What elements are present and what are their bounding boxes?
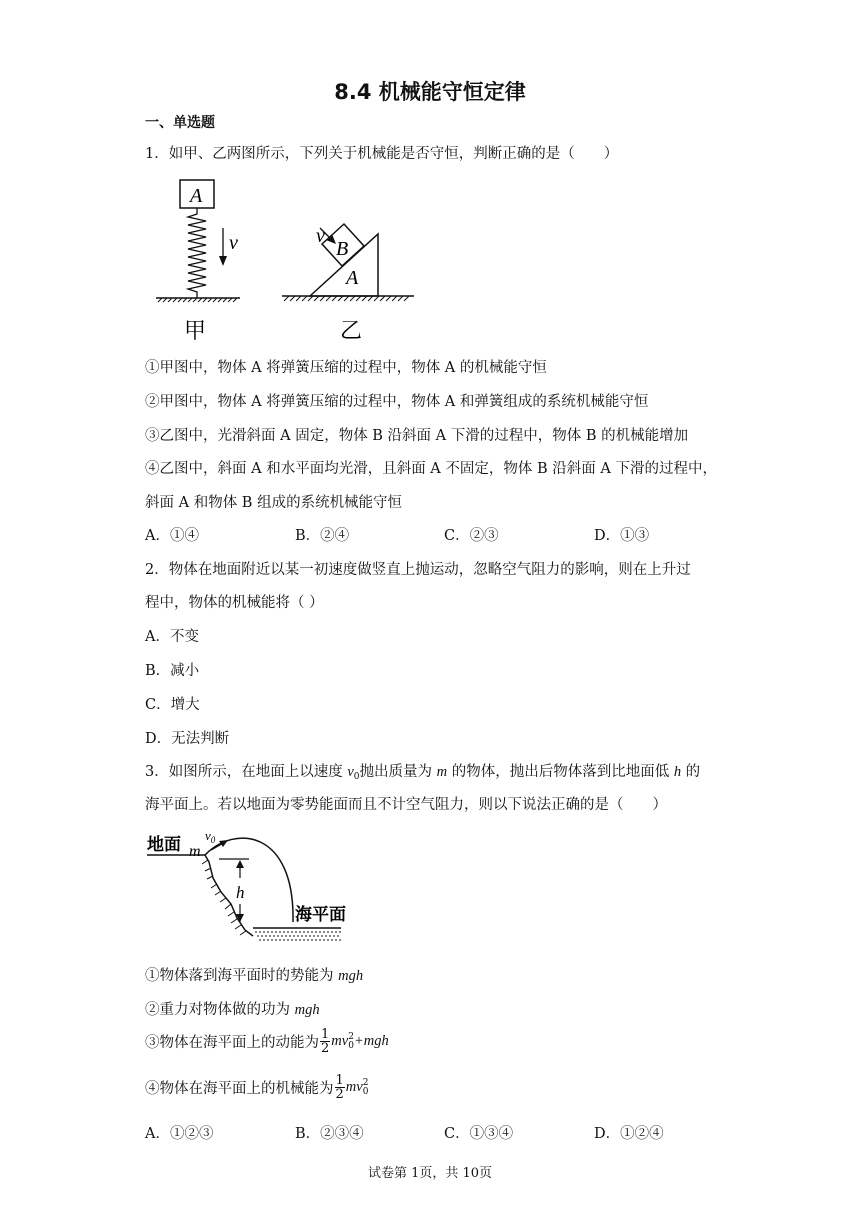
- q3-stem: 3．如图所示，在地面上以速度 $v_0$抛出质量为 m 的物体，抛出后物体落到比地面低 h 的: [145, 764, 701, 782]
- fig-velocity-jia: v: [229, 232, 238, 254]
- q1-statement-4-cont: 斜面 A 和物体 B 组成的系统机械能守恒: [145, 495, 403, 511]
- figure-jia: [156, 180, 240, 343]
- q3-statement-4: ④物体在海平面上的机械能为 $\frac{1}{2}$ mv 2 0: [145, 1073, 369, 1102]
- page-title: 8.4 机械能守恒定律: [334, 80, 526, 104]
- q1-stem: 1．如甲、乙两图所示，下列关于机械能是否守恒，判断正确的是（ ）: [145, 146, 619, 162]
- q3-statement-3: ③物体在海平面上的动能为 $\frac{1}{2}$ mv 2 0 +mgh: [145, 1027, 389, 1056]
- fig-sea-label: 海平面: [295, 905, 346, 924]
- q3-option-d[interactable]: D．①②④: [594, 1126, 664, 1142]
- q1-statement-2: ②甲图中，物体 A 将弹簧压缩的过程中，物体 A 和弹簧组成的系统机械能守恒: [145, 394, 649, 410]
- q2-option-c[interactable]: C．增大: [145, 697, 200, 713]
- q3-option-b[interactable]: B．②③④: [295, 1126, 364, 1142]
- q1-option-a[interactable]: A．①④: [145, 528, 199, 544]
- section-heading: 一、单选题: [145, 115, 215, 131]
- fig-block-b: B: [336, 238, 349, 260]
- q3-figure: [145, 822, 370, 948]
- page-footer: 试卷第 1页，共 10页: [367, 1166, 493, 1181]
- fig-label-yi: 乙: [340, 318, 363, 343]
- q2-option-d[interactable]: D．无法判断: [145, 731, 230, 747]
- fig-ground-label: 地面: [147, 835, 181, 854]
- fig-velocity-yi: v: [316, 225, 325, 247]
- fig-block-a: A: [190, 185, 203, 207]
- q1-figure: [150, 170, 425, 345]
- fig-incline-a: A: [346, 267, 359, 289]
- q3-statement-1: ①物体落到海平面时的势能为 mgh: [145, 968, 364, 984]
- q1-statement-3: ③乙图中，光滑斜面 A 固定，物体 B 沿斜面 A 下滑的过程中，物体 B 的机械能增加: [145, 428, 689, 444]
- fig-v0-label: $v_0$: [205, 828, 216, 845]
- q2-option-b[interactable]: B．减小: [145, 663, 200, 679]
- q1-option-d[interactable]: D．①③: [594, 528, 650, 544]
- q1-statement-4: ④乙图中，斜面 A 和水平面均光滑，且斜面 A 不固定，物体 B 沿斜面 A 下滑的过程中，: [145, 461, 717, 477]
- fraction-one-half: $\frac{1}{2}$: [321, 1027, 330, 1056]
- q3-statement-2: ②重力对物体做的功为 mgh: [145, 1002, 320, 1018]
- q1-option-c[interactable]: C．②③: [444, 528, 499, 544]
- figure-yi: [282, 224, 414, 343]
- q2-stem: 2．物体在地面附近以某一初速度做竖直上抛运动，忽略空气阻力的影响，则在上升过: [145, 562, 691, 578]
- q3-stem-cont: 海平面上。若以地面为零势能面而且不计空气阻力，则以下说法正确的是（ ）: [145, 797, 667, 813]
- q3-option-a[interactable]: A．①②③: [145, 1126, 214, 1142]
- fig-height-label: h: [236, 883, 245, 902]
- q3-option-c[interactable]: C．①③④: [444, 1126, 514, 1142]
- fig-label-jia: 甲: [184, 318, 207, 343]
- q2-stem-cont: 程中，物体的机械能将（ ）: [145, 595, 324, 611]
- q1-statement-1: ①甲图中，物体 A 将弹簧压缩的过程中，物体 A 的机械能守恒: [145, 360, 547, 376]
- q1-option-b[interactable]: B．②④: [295, 528, 350, 544]
- q2-option-a[interactable]: A．不变: [145, 629, 199, 645]
- fig-mass-label: m: [189, 843, 201, 860]
- fraction-one-half: $\frac{1}{2}$: [335, 1073, 344, 1102]
